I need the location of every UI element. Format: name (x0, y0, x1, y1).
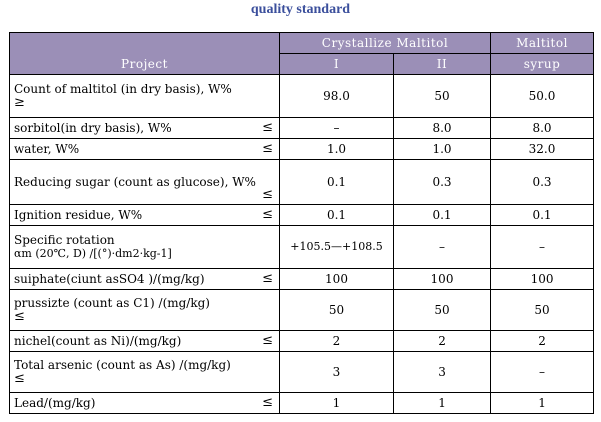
table-row (10, 118, 594, 139)
row-name-cell (10, 118, 280, 139)
row-name-cell (10, 226, 280, 269)
value-syrup: 0.3 (491, 160, 594, 205)
row-name: Reducing sugar (count as glucose), W% (14, 175, 256, 189)
value-syrup: 0.1 (491, 205, 594, 226)
value-grade-2: 3 (394, 352, 491, 393)
table-row (10, 75, 594, 118)
header-project: Project (10, 33, 280, 75)
table-row (10, 269, 594, 290)
value-syrup: 50.0 (491, 75, 594, 118)
quality-table (9, 32, 594, 414)
row-symbol: ≤ (14, 371, 25, 386)
header-grade-1: I (280, 54, 394, 75)
value-grade-2: 100 (394, 269, 491, 290)
header-crystallize: Crystallize Maltitol (280, 33, 491, 54)
row-name: Specific rotation (14, 233, 115, 247)
header-syrup-line1: Maltitol (491, 33, 594, 54)
row-name-formula: αm (20℃, D) /[(°)·dm2·kg-1] (14, 247, 172, 260)
value-grade-1: 100 (280, 269, 394, 290)
table-row (10, 352, 594, 393)
page-title: quality standard (250, 2, 351, 17)
header-syrup-line2: syrup (491, 54, 594, 75)
value-syrup: 8.0 (491, 118, 594, 139)
row-name-cell (10, 160, 280, 205)
value-grade-1: 3 (280, 352, 394, 393)
row-name-cell (10, 139, 280, 160)
table-row (10, 331, 594, 352)
row-name-cell (10, 205, 280, 226)
row-name: Count of maltitol (in dry basis), W% (14, 82, 232, 96)
value-syrup: 1 (491, 393, 594, 414)
row-symbol: ≤ (262, 141, 273, 156)
table-row (10, 160, 594, 205)
value-grade-2: – (394, 226, 491, 269)
row-name: water, W% (14, 142, 80, 156)
row-name: Total arsenic (count as As) /(mg/kg) (14, 358, 231, 372)
value-grade-2: 2 (394, 331, 491, 352)
row-name-cell (10, 75, 280, 118)
table-row (10, 205, 594, 226)
row-name-cell (10, 331, 280, 352)
header-row (10, 33, 594, 54)
value-grade-2: 1 (394, 393, 491, 414)
value-grade-1: 98.0 (280, 75, 394, 118)
value-syrup: 100 (491, 269, 594, 290)
value-grade-2: 8.0 (394, 118, 491, 139)
row-name-cell (10, 290, 280, 331)
row-name: Ignition residue, W% (14, 208, 143, 222)
value-grade-2: 50 (394, 75, 491, 118)
value-grade-1: 50 (280, 290, 394, 331)
row-name: sorbitol(in dry basis), W% (14, 121, 172, 135)
table-row (10, 139, 594, 160)
value-grade-1: 0.1 (280, 205, 394, 226)
row-symbol: ≤ (262, 333, 273, 348)
value-syrup: – (491, 352, 594, 393)
row-name-cell (10, 352, 280, 393)
row-symbol: ≥ (14, 95, 25, 110)
row-name-cell (10, 269, 280, 290)
row-symbol: ≤ (262, 120, 273, 135)
row-symbol: ≤ (262, 187, 273, 202)
table-row (10, 226, 594, 269)
value-grade-1: 1 (280, 393, 394, 414)
value-grade-1: 2 (280, 331, 394, 352)
row-symbol: ≤ (262, 207, 273, 222)
value-grade-2: 50 (394, 290, 491, 331)
value-grade-2: 0.1 (394, 205, 491, 226)
table-row (10, 393, 594, 414)
value-grade-1: 0.1 (280, 160, 394, 205)
row-name: nichel(count as Ni)/(mg/kg) (14, 334, 182, 348)
value-grade-1: 1.0 (280, 139, 394, 160)
row-name: suiphate(ciunt asSO4 )/(mg/kg) (14, 272, 205, 286)
value-syrup: 50 (491, 290, 594, 331)
row-symbol: ≤ (262, 271, 273, 286)
row-name-cell (10, 393, 280, 414)
row-name: Lead/(mg/kg) (14, 396, 96, 410)
value-syrup: 32.0 (491, 139, 594, 160)
value-grade-2: 1.0 (394, 139, 491, 160)
row-name: prussizte (count as C1) /(mg/kg) (14, 296, 210, 310)
value-grade-2: 0.3 (394, 160, 491, 205)
header-grade-2: II (394, 54, 491, 75)
value-grade-1: – (280, 118, 394, 139)
value-syrup: 2 (491, 331, 594, 352)
value-grade-1: +105.5—+108.5 (280, 226, 394, 269)
row-symbol: ≤ (262, 395, 273, 410)
table-row (10, 290, 594, 331)
value-syrup: – (491, 226, 594, 269)
row-symbol: ≤ (14, 309, 25, 324)
